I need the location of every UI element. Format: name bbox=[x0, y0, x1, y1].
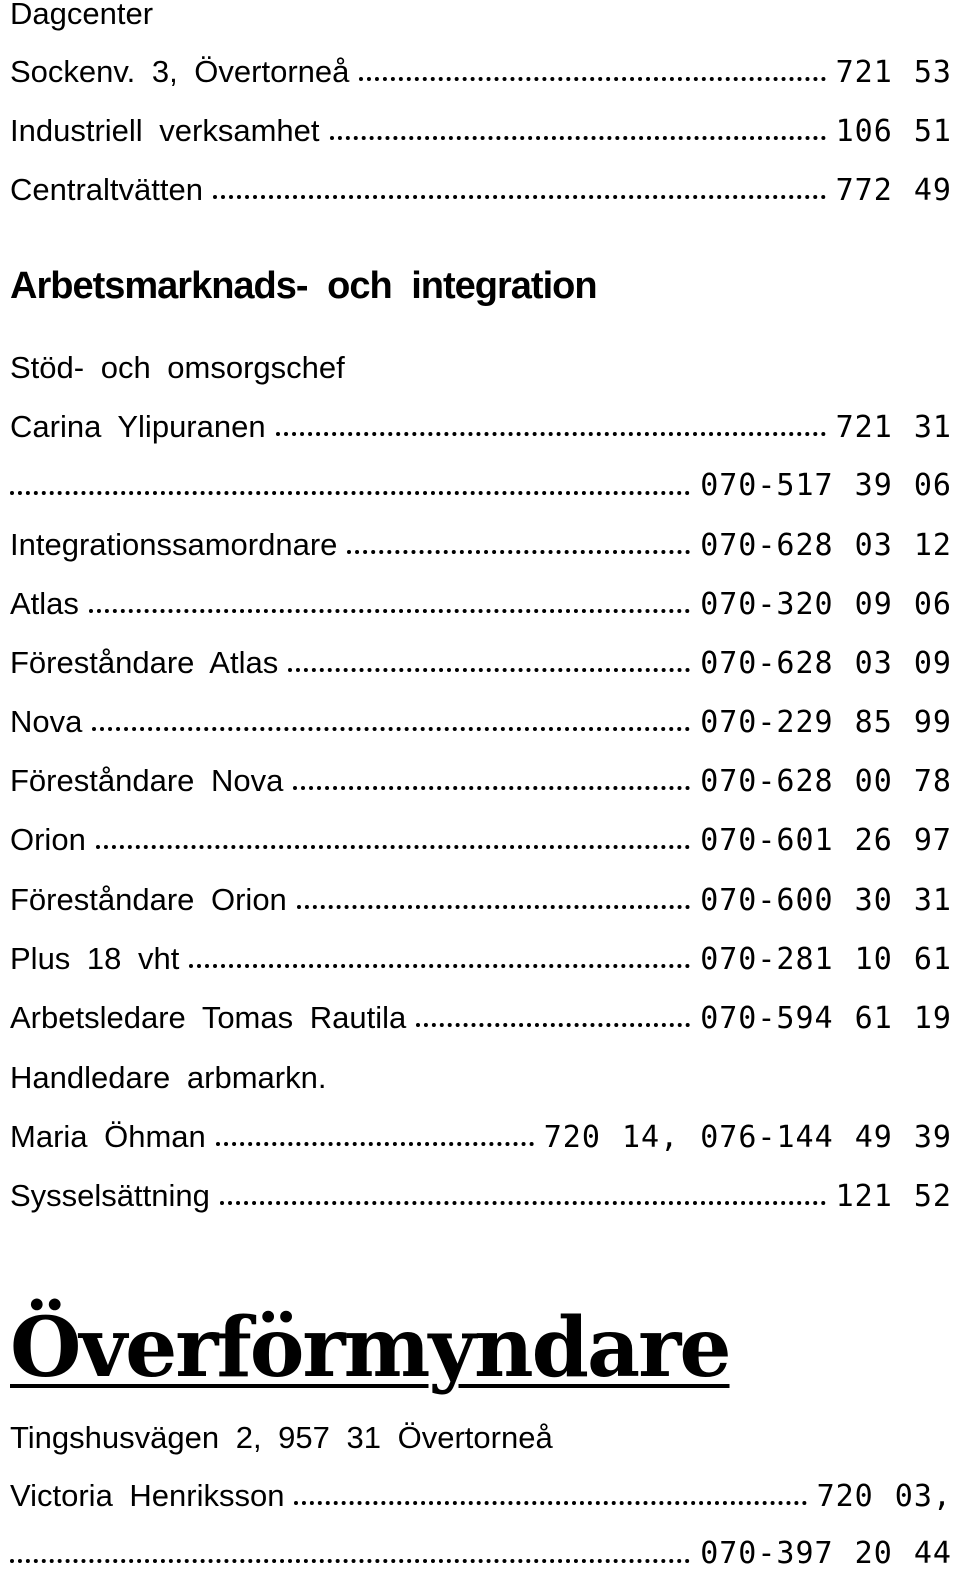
entry-phone: 721 53 bbox=[835, 55, 952, 90]
dot-leader bbox=[96, 845, 690, 849]
entry-label: Maria Öhman bbox=[10, 1119, 206, 1154]
dot-leader bbox=[416, 1023, 690, 1027]
section-heading: Arbetsmarknads- och integration bbox=[10, 265, 597, 307]
entry-label: Föreståndare Atlas bbox=[10, 645, 279, 680]
dot-leader bbox=[276, 432, 826, 436]
subheading-label: Stöd- och omsorgschef bbox=[10, 350, 345, 385]
dot-leader bbox=[330, 136, 826, 140]
dot-leader bbox=[89, 609, 690, 613]
dot-leader bbox=[10, 1559, 690, 1563]
entry-label: Sockenv. 3, Övertorneå bbox=[10, 54, 350, 89]
dot-leader bbox=[220, 1201, 826, 1205]
dot-leader bbox=[294, 1501, 806, 1505]
entry-label: Arbetsledare Tomas Rautila bbox=[10, 1000, 407, 1035]
directory-row bbox=[10, 1534, 952, 1574]
directory-row bbox=[10, 1476, 952, 1516]
entry-phone: 070-594 61 19 bbox=[700, 1001, 952, 1036]
directory-row bbox=[10, 1176, 952, 1216]
entry-phone: 070-320 09 06 bbox=[700, 587, 952, 622]
entry-label: Plus 18 vht bbox=[10, 941, 180, 976]
entry-label: Atlas bbox=[10, 586, 79, 621]
entry-phone: 070-281 10 61 bbox=[700, 942, 952, 977]
directory-row bbox=[10, 761, 952, 801]
directory-row bbox=[10, 702, 952, 742]
dot-leader bbox=[189, 964, 690, 968]
dot-leader bbox=[293, 786, 690, 790]
entry-label: Sysselsättning bbox=[10, 1178, 210, 1213]
directory-row bbox=[10, 820, 952, 860]
entry-phone: 121 52 bbox=[835, 1179, 952, 1214]
dot-leader bbox=[213, 195, 826, 199]
entry-phone: 070-229 85 99 bbox=[700, 705, 952, 740]
entry-label: Centraltvätten bbox=[10, 172, 203, 207]
directory-row bbox=[10, 170, 952, 210]
entry-label: Föreståndare Orion bbox=[10, 882, 287, 917]
section-title: Dagcenter bbox=[10, 0, 154, 31]
dot-leader bbox=[216, 1142, 534, 1146]
dot-leader bbox=[288, 668, 690, 672]
entry-phone: 106 51 bbox=[835, 114, 952, 149]
entry-phone: 720 14, 076-144 49 39 bbox=[543, 1120, 952, 1155]
address-line bbox=[10, 1418, 952, 1458]
entry-label: Industriell verksamhet bbox=[10, 113, 320, 148]
entry-label: Victoria Henriksson bbox=[10, 1478, 285, 1513]
entry-phone: 772 49 bbox=[835, 173, 952, 208]
dot-leader bbox=[297, 905, 690, 909]
directory-row bbox=[10, 52, 952, 92]
entry-phone: 070-601 26 97 bbox=[700, 823, 952, 858]
entry-phone: 720 03, bbox=[816, 1479, 952, 1514]
directory-row bbox=[10, 407, 952, 447]
directory-row bbox=[10, 525, 952, 565]
entry-label: Integrationssamordnare bbox=[10, 527, 338, 562]
directory-row bbox=[10, 998, 952, 1038]
entry-phone: 070-397 20 44 bbox=[700, 1536, 952, 1571]
entry-label: Nova bbox=[10, 704, 83, 739]
overformyndare-title: Överförmyndare bbox=[10, 1300, 730, 1396]
subheading-label: Handledare arbmarkn. bbox=[10, 1060, 327, 1095]
dot-leader bbox=[347, 550, 690, 554]
dot-leader bbox=[92, 727, 690, 731]
entry-label: Föreståndare Nova bbox=[10, 763, 284, 798]
directory-row bbox=[10, 643, 952, 683]
dagcenter-title bbox=[10, 0, 952, 34]
dot-leader bbox=[359, 77, 825, 81]
directory-row bbox=[10, 111, 952, 151]
subheading bbox=[10, 1058, 952, 1098]
address: Tingshusvägen 2, 957 31 Övertorneå bbox=[10, 1420, 553, 1455]
directory-row bbox=[10, 939, 952, 979]
directory-row bbox=[10, 1117, 952, 1157]
dot-leader bbox=[10, 491, 690, 495]
entry-phone: 070-628 03 09 bbox=[700, 646, 952, 681]
entry-label: Carina Ylipuranen bbox=[10, 409, 266, 444]
entry-phone: 070-628 03 12 bbox=[700, 528, 952, 563]
entry-phone: 070-600 30 31 bbox=[700, 883, 952, 918]
entry-phone: 070-628 00 78 bbox=[700, 764, 952, 799]
subheading bbox=[10, 348, 952, 388]
directory-row bbox=[10, 880, 952, 920]
entry-phone: 721 31 bbox=[835, 410, 952, 445]
directory-row bbox=[10, 466, 952, 506]
entry-phone: 070-517 39 06 bbox=[700, 468, 952, 503]
entry-label: Orion bbox=[10, 822, 86, 857]
directory-row bbox=[10, 584, 952, 624]
